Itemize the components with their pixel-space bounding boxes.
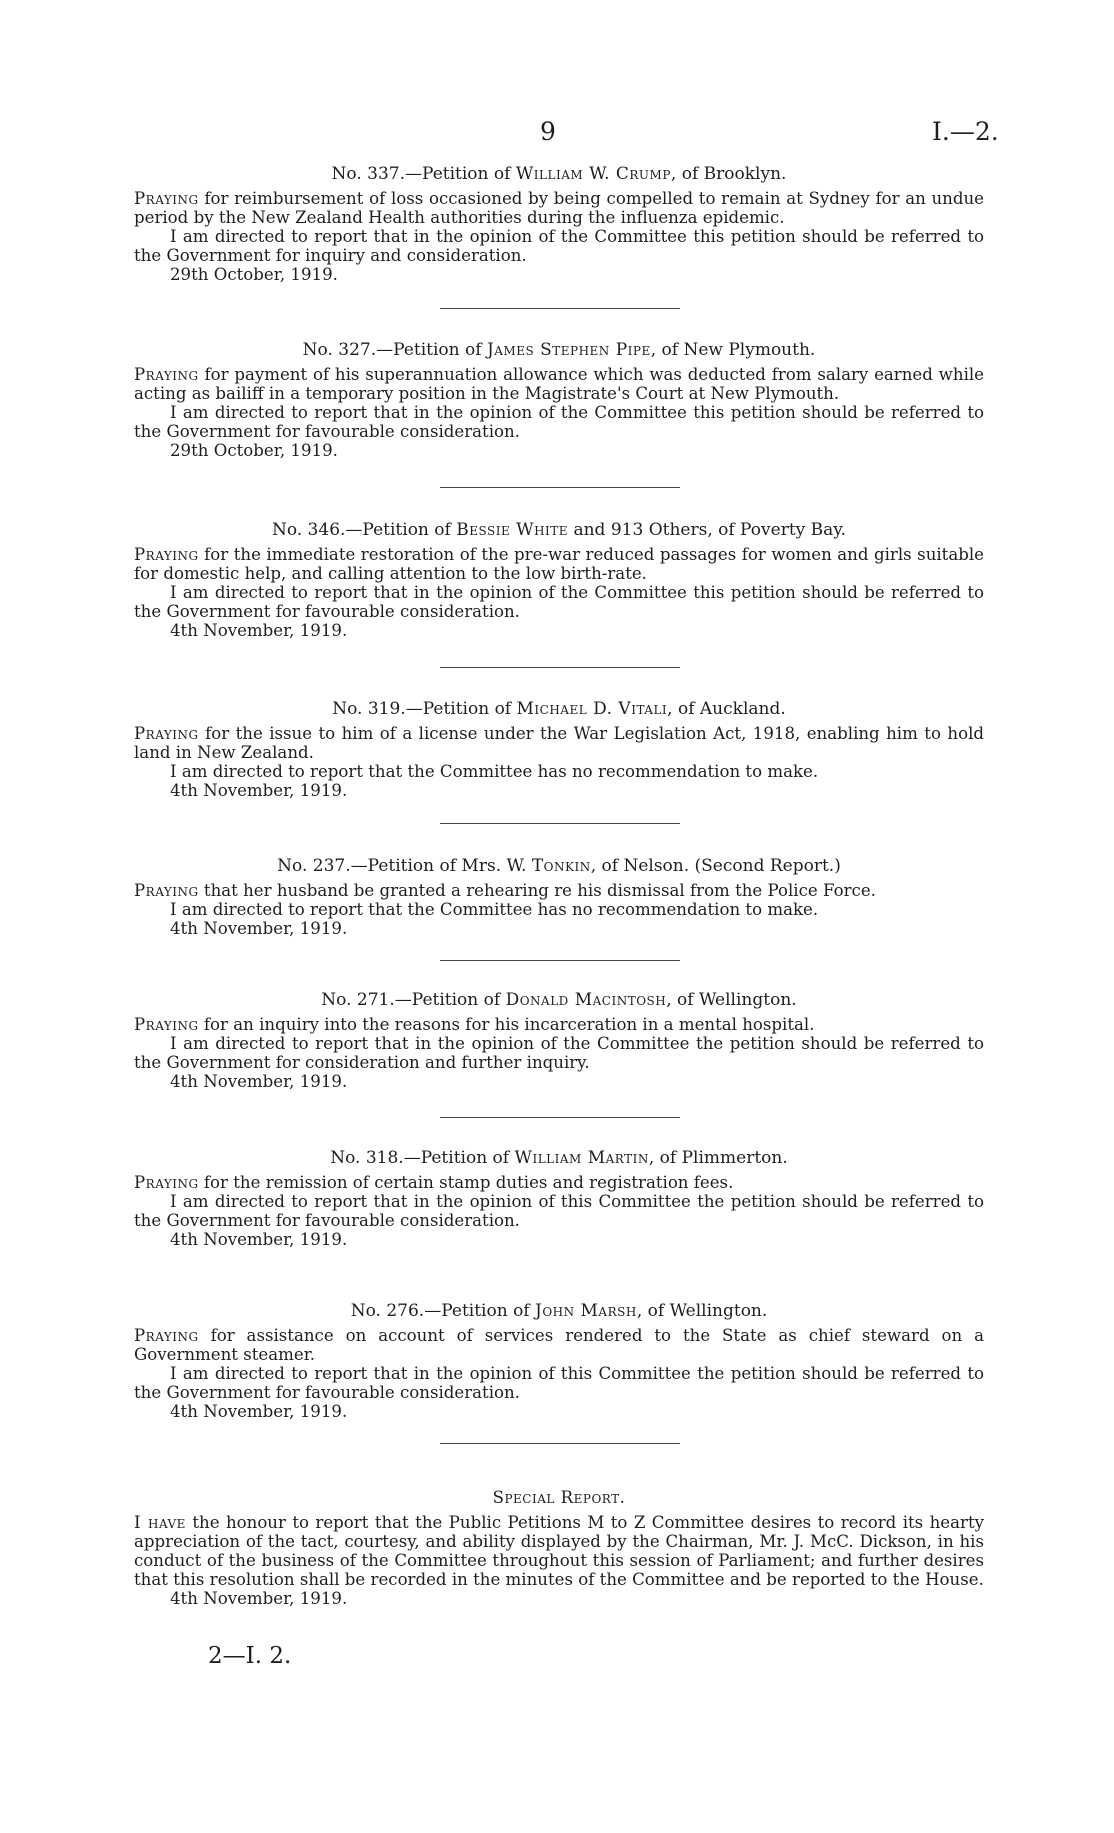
petitioner-name: Tonkin — [531, 856, 591, 876]
petition-entry — [134, 521, 984, 640]
special-report-title: Special Report. — [492, 1488, 626, 1507]
petition-number: No. 337. — [331, 164, 406, 184]
petition-direction: I am directed to report that the Committee has no recommendation to make. — [170, 900, 819, 919]
petition-direction: I am directed to report that in the opinion of this Committee the petition should be referred to the Government for favourable consideration. — [134, 1192, 984, 1230]
petition-prayer: Praying for the remission of certain stamp duties and registration fees. — [134, 1173, 734, 1192]
petition-number: No. 327. — [302, 340, 377, 360]
petition-prayer: Praying for reimbursement of loss occasioned by being compelled to remain at Sydney for an undue period by the New Zealand Health authorities during the influenza epidemic. — [134, 189, 984, 227]
petition-number: No. 271. — [321, 990, 395, 1010]
special-report-date: 4th November, 1919. — [170, 1589, 348, 1608]
petition-entry — [134, 1149, 984, 1249]
section-divider — [440, 308, 680, 309]
petition-prayer: Praying for payment of his superannuation allowance which was deducted from salary earned while acting as bailiff in a temporary position in the Magistrate's Court at New Plymouth. — [134, 365, 984, 403]
petition-direction: I am directed to report that in the opinion of the Committee this petition should be referred to the Government for favourable consideration. — [134, 583, 984, 621]
petitioner-name: William W. Crump — [515, 164, 671, 184]
section-divider — [440, 1117, 680, 1118]
petition-number: No. 276. — [350, 1301, 425, 1321]
sheet-signature-mark: 2—I. 2. — [208, 1643, 292, 1669]
petition-entry — [134, 991, 984, 1091]
petition-date: 4th November, 1919. — [170, 621, 348, 640]
petition-title: No. 318.—Petition of William Martin, of Plimmerton. — [330, 1148, 788, 1168]
petition-title: No. 327.—Petition of James Stephen Pipe, of New Plymouth. — [302, 340, 816, 360]
petition-direction: I am directed to report that the Committee has no recommendation to make. — [170, 762, 819, 781]
petition-title: No. 276.—Petition of John Marsh, of Wellington. — [350, 1301, 768, 1321]
petition-title: No. 337.—Petition of William W. Crump, of Brooklyn. — [331, 164, 787, 184]
petition-title: No. 346.—Petition of Bessie White and 913 Others, of Poverty Bay. — [271, 520, 847, 540]
petition-date: 4th November, 1919. — [170, 1402, 348, 1421]
petitioner-name: Bessie White — [456, 520, 569, 540]
petitioner-name: William Martin — [514, 1148, 649, 1168]
petition-date: 4th November, 1919. — [170, 781, 348, 800]
section-divider — [440, 823, 680, 824]
section-divider — [440, 1443, 680, 1444]
petition-direction: I am directed to report that in the opinion of the Committee this petition should be referred to the Government for inquiry and consideration. — [134, 227, 984, 265]
petitioner-name: John Marsh — [535, 1301, 637, 1321]
petition-direction: I am directed to report that in the opinion of the Committee this petition should be referred to the Government for favourable consideration. — [134, 403, 984, 441]
petitioner-name: Donald Macintosh — [505, 990, 667, 1010]
petition-date: 4th November, 1919. — [170, 1230, 348, 1249]
petitioner-name: Michael D. Vitali — [516, 699, 668, 719]
section-divider — [440, 487, 680, 488]
report-reference: I.—2. — [932, 117, 999, 146]
petition-title: No. 271.—Petition of Donald Macintosh, of Wellington. — [321, 990, 797, 1010]
petition-number: No. 346. — [271, 520, 346, 540]
section-divider — [440, 960, 680, 961]
petition-prayer: Praying for an inquiry into the reasons for his incarceration in a mental hospital. — [134, 1015, 815, 1034]
petition-date: 29th October, 1919. — [170, 441, 338, 460]
petitioner-name: James Stephen Pipe — [486, 340, 651, 360]
petition-number: No. 318. — [330, 1148, 404, 1168]
petition-prayer: Praying for the immediate restoration of the pre-war reduced passages for women and girls suitable for domestic help, and calling attention to the low birth-rate. — [134, 545, 984, 583]
petition-direction: I am directed to report that in the opinion of the Committee the petition should be referred to the Government for consideration and further inquiry. — [134, 1034, 984, 1072]
petition-date: 4th November, 1919. — [170, 1072, 348, 1091]
petition-title: No. 319.—Petition of Michael D. Vitali, of Auckland. — [332, 699, 786, 719]
section-divider — [440, 667, 680, 668]
petition-direction: I am directed to report that in the opinion of this Committee the petition should be referred to the Government for favourable consideration. — [134, 1364, 984, 1402]
petition-entry — [134, 857, 984, 938]
special-report-body: I have the honour to report that the Public Petitions M to Z Committee desires to record its hearty appreciation of the tact, courtesy, and ability displayed by the Chairman, Mr. J. McC. Dickson, in his conduct of the business of the Committee throughout this session of Parliament; and further desires that this resolution shall be recorded in the minutes of the Committee and be reported to the House. — [134, 1513, 984, 1589]
page-number: 9 — [540, 117, 556, 146]
petition-number: No. 319. — [332, 699, 406, 719]
petition-date: 4th November, 1919. — [170, 919, 348, 938]
petition-entry — [134, 1302, 984, 1421]
petition-title: No. 237.—Petition of Mrs. W. Tonkin, of Nelson. (Second Report.) — [277, 856, 841, 876]
special-report — [134, 1488, 984, 1608]
petition-entry — [134, 341, 984, 460]
petition-entry — [134, 165, 984, 284]
petition-prayer: Praying that her husband be granted a rehearing re his dismissal from the Police Force. — [134, 881, 876, 900]
petition-entry — [134, 700, 984, 800]
petition-prayer: Praying for assistance on account of services rendered to the State as chief steward on a Government steamer. — [134, 1326, 984, 1364]
petition-number: No. 237. — [277, 856, 351, 876]
petition-prayer: Praying for the issue to him of a license under the War Legislation Act, 1918, enabling him to hold land in New Zealand. — [134, 724, 984, 762]
petition-date: 29th October, 1919. — [170, 265, 338, 284]
